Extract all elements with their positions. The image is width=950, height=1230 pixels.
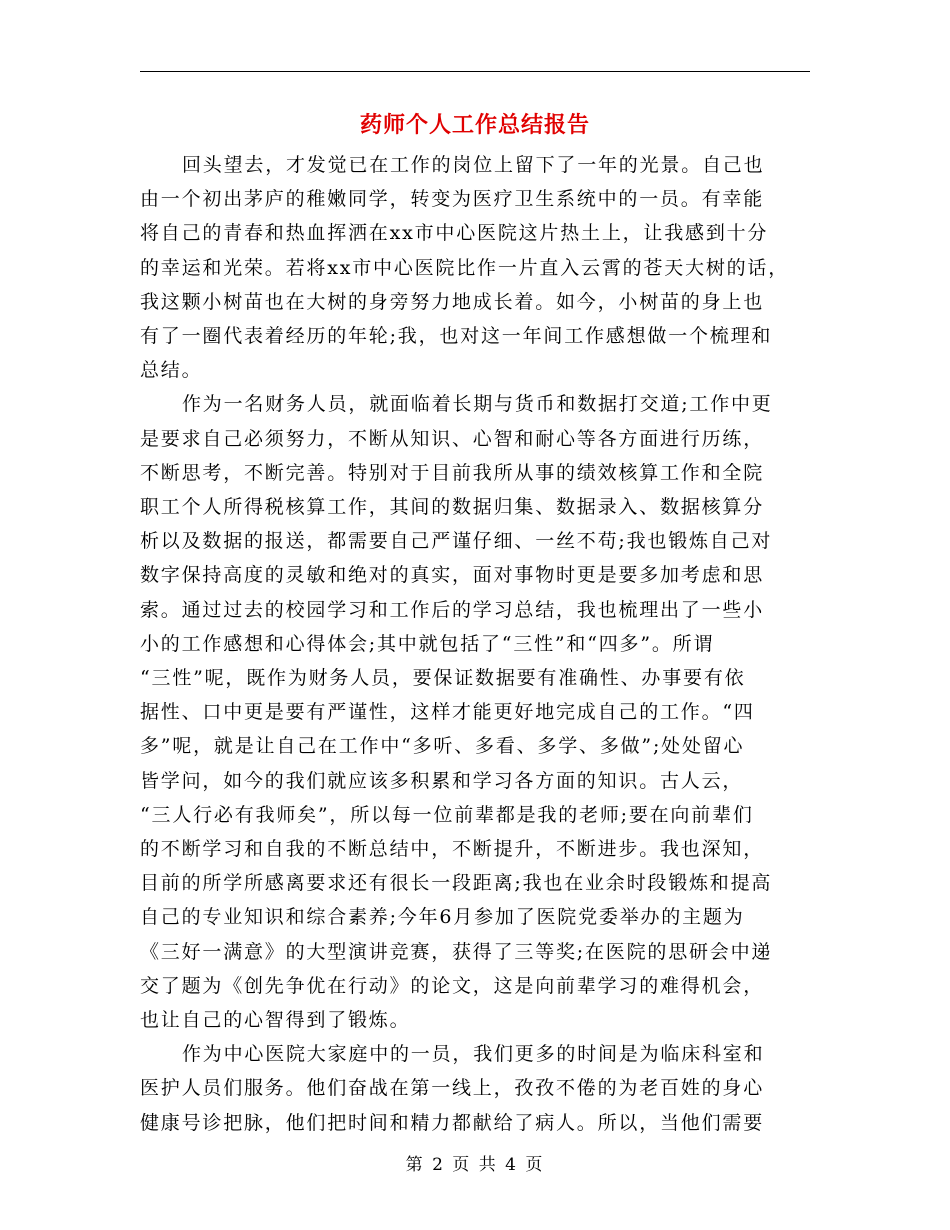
text-line: 数字保持高度的灵敏和绝对的真实，面对事物时更是要多加考虑和思: [140, 564, 765, 587]
text-line: “三人行必有我师矣”，所以每一位前辈都是我的老师;要在向前辈们: [140, 803, 754, 826]
page-number: 第 2 页 共 4 页: [405, 1155, 545, 1175]
text-line: 有了一圈代表着经历的年轮;我，也对这一年间工作感想做一个梳理和: [140, 325, 773, 348]
text-line: 将自己的青春和热血挥洒在xx市中心医院这片热土上，让我感到十分: [140, 222, 769, 245]
text-line: 由一个初出茅庐的稚嫩同学，转变为医疗卫生系统中的一员。有幸能: [140, 188, 765, 211]
text-line: 总结。: [140, 359, 203, 382]
text-line: 健康号诊把脉，他们把时间和精力都献给了病人。所以，当他们需要: [140, 1111, 765, 1134]
text-line: 析以及数据的报送，都需要自己严谨仔细、一丝不苟;我也锻炼自己对: [140, 530, 773, 553]
text-line: 多”呢，就是让自己在工作中“多听、多看、多学、多做”;处处留心: [140, 735, 745, 758]
text-line: 的不断学习和自我的不断总结中，不断提升，不断进步。我也深知，: [140, 838, 765, 861]
paragraph: [140, 1037, 810, 1140]
document-title: 药师个人工作总结报告: [359, 112, 590, 138]
text-line: 据性、口中更是要有严谨性，这样才能更好地完成自己的工作。“四: [140, 701, 755, 724]
text-line: 作为中心医院大家庭中的一员，我们更多的时间是为临床科室和: [182, 1043, 765, 1066]
text-line: 不断思考，不断完善。特别对于目前我所从事的绩效核算工作和全院: [140, 461, 765, 484]
document-body: [140, 148, 810, 1140]
text-line: 职工个人所得税核算工作，其间的数据归集、数据录入、数据核算分: [140, 496, 765, 519]
text-line: 回头望去，才发觉已在工作的岗位上留下了一年的光景。自己也: [182, 154, 765, 176]
text-line: 目前的所学所感离要求还有很长一段距离;我也在业余时段锻炼和提高: [140, 872, 773, 895]
text-line: 医护人员们服务。他们奋战在第一线上，孜孜不倦的为老百姓的身心: [140, 1077, 765, 1100]
paragraph: [140, 148, 810, 387]
text-line: 索。通过过去的校园学习和工作后的学习总结，我也梳理出了一些小: [140, 598, 765, 621]
text-line: 的幸运和光荣。若将xx市中心医院比作一片直入云霄的苍天大树的话，: [140, 256, 790, 279]
text-line: 我这颗小树苗也在大树的身旁努力地成长着。如今，小树苗的身上也: [140, 290, 765, 313]
text-line: “三性”呢，既作为财务人员，要保证数据要有准确性、办事要有依: [140, 667, 746, 690]
text-line: 也让自己的心智得到了锻炼。: [140, 1009, 411, 1032]
text-line: 作为一名财务人员，就面临着长期与货币和数据打交道;工作中更: [182, 393, 773, 416]
text-line: 自己的专业知识和综合素养;今年6月参加了医院党委举办的主题为: [140, 906, 745, 929]
paragraph: [140, 387, 810, 1037]
header-rule: [140, 71, 810, 72]
text-line: 小的工作感想和心得体会;其中就包括了“三性”和“四多”。所谓: [140, 632, 715, 655]
text-line: 皆学问，如今的我们就应该多积累和学习各方面的知识。古人云，: [140, 769, 744, 792]
text-line: 《三好一满意》的大型演讲竞赛，获得了三等奖;在医院的思研会中递: [140, 940, 773, 963]
text-line: 交了题为《创先争优在行动》的论文，这是向前辈学习的难得机会，: [140, 974, 765, 997]
text-line: 是要求自己必须努力，不断从知识、心智和耐心等各方面进行历练，: [140, 427, 765, 450]
